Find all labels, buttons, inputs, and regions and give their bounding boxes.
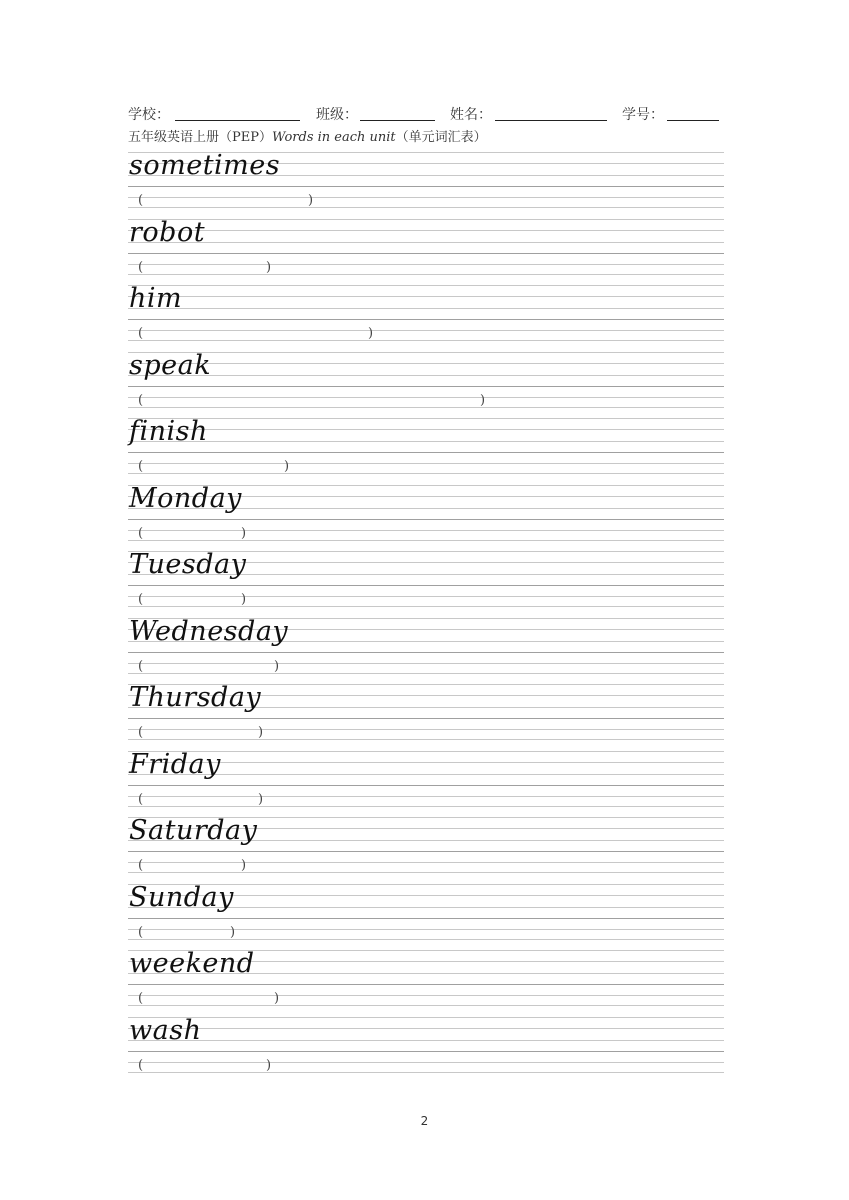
vocabulary-word: finish: [129, 416, 208, 447]
class-field[interactable]: [360, 120, 435, 121]
ruling-line: [128, 718, 724, 719]
ruling-line: [128, 264, 724, 265]
school-label: 学校：: [128, 107, 170, 123]
word-row: [128, 279, 724, 346]
ruling-line: [128, 274, 724, 275]
meaning-paren-close: ): [274, 991, 280, 1006]
ruling-line: [128, 918, 724, 919]
meaning-paren-close: ): [480, 392, 486, 408]
word-row: [128, 1011, 724, 1078]
ruling-line: [128, 739, 724, 740]
ruling-line: [128, 452, 724, 453]
meaning-paren-open: (: [138, 658, 144, 674]
vocabulary-word: speak: [129, 349, 212, 381]
meaning-paren-open: (: [138, 791, 144, 807]
ruling-line: [128, 285, 724, 286]
meaning-paren-close: ): [258, 791, 264, 807]
meaning-paren-close: ): [266, 1057, 272, 1073]
ruling-line: [128, 862, 724, 863]
ruling-line: [128, 397, 724, 398]
ruling-line: [128, 851, 724, 852]
ruling-line: [128, 441, 724, 442]
meaning-paren-open: (: [138, 259, 144, 275]
ruling-line: [128, 429, 724, 430]
meaning-paren-open: (: [138, 924, 144, 940]
ruling-line: [128, 186, 724, 187]
page-number: 2: [420, 1114, 429, 1128]
meaning-paren-open: (: [138, 392, 144, 408]
ruling-line: [128, 296, 724, 297]
ruling-line: [128, 530, 724, 531]
subtitle-cn-suffix: （单元词汇表）: [395, 130, 487, 145]
word-row: [128, 745, 724, 812]
student-info-header: [128, 102, 724, 124]
vocabulary-word: him: [129, 283, 183, 314]
meaning-paren-open: (: [138, 525, 144, 541]
vocabulary-word: wash: [129, 1014, 202, 1046]
ruling-line: [128, 1005, 724, 1006]
ruling-line: [128, 984, 724, 985]
vocabulary-word: Saturday: [129, 815, 258, 846]
ruling-line: [128, 806, 724, 807]
ruling-line: [128, 663, 724, 664]
student-number-field[interactable]: [667, 120, 719, 121]
meaning-paren-open: (: [138, 326, 144, 341]
meaning-paren-open: (: [138, 1057, 144, 1073]
word-row: [128, 678, 724, 745]
ruling-line: [128, 652, 724, 653]
vocabulary-word: robot: [129, 216, 206, 248]
ruling-line: [128, 375, 724, 376]
word-row: [128, 545, 724, 612]
ruling-line: [128, 929, 724, 930]
student-number-label: 学号：: [622, 107, 664, 123]
ruling-line: [128, 519, 724, 520]
ruling-line: [128, 352, 724, 353]
ruling-line: [128, 242, 724, 243]
ruling-line: [128, 540, 724, 541]
word-row: [128, 412, 724, 479]
class-label: 班级：: [316, 107, 358, 123]
ruling-line: [128, 585, 724, 586]
meaning-paren-close: ): [230, 924, 236, 940]
meaning-paren-open: (: [138, 592, 144, 607]
meaning-paren-close: ): [284, 459, 290, 474]
ruling-line: [128, 596, 724, 597]
vocabulary-word: Sunday: [129, 881, 234, 913]
vocabulary-word: Friday: [129, 748, 221, 780]
vocabulary-word: Wednesday: [129, 615, 289, 647]
school-field[interactable]: [175, 120, 300, 121]
ruling-line: [128, 418, 724, 419]
ruling-line: [128, 1040, 724, 1041]
ruling-line: [128, 253, 724, 254]
meaning-paren-close: ): [258, 725, 264, 740]
subtitle-en: Words in each unit: [271, 130, 396, 145]
ruling-line: [128, 363, 724, 364]
ruling-line: [128, 939, 724, 940]
name-label: 姓名：: [450, 107, 492, 123]
subtitle-cn-prefix: 五年级英语上册（PEP）: [128, 130, 272, 145]
ruling-line: [128, 872, 724, 873]
vocabulary-list: [128, 146, 724, 1077]
meaning-paren-close: ): [241, 858, 247, 873]
meaning-paren-open: (: [138, 193, 144, 208]
vocabulary-word: Thursday: [129, 682, 262, 713]
meaning-paren-close: ): [241, 592, 247, 607]
vocabulary-word: Tuesday: [129, 549, 247, 580]
ruling-line: [128, 1062, 724, 1063]
meaning-paren-close: ): [241, 525, 247, 541]
ruling-line: [128, 729, 724, 730]
vocabulary-word: Monday: [129, 482, 242, 514]
word-row: [128, 944, 724, 1011]
ruling-line: [128, 785, 724, 786]
ruling-line: [128, 1028, 724, 1029]
meaning-paren-close: ): [308, 193, 314, 208]
ruling-line: [128, 340, 724, 341]
word-row: [128, 878, 724, 945]
ruling-line: [128, 1072, 724, 1073]
word-row: [128, 479, 724, 546]
ruling-line: [128, 673, 724, 674]
ruling-line: [128, 207, 724, 208]
meaning-paren-close: ): [368, 326, 374, 341]
meaning-paren-open: (: [138, 725, 144, 740]
ruling-line: [128, 407, 724, 408]
word-row: [128, 213, 724, 280]
ruling-line: [128, 995, 724, 996]
vocabulary-word: weekend: [129, 948, 255, 979]
ruling-line: [128, 230, 724, 231]
ruling-line: [128, 606, 724, 607]
ruling-line: [128, 308, 724, 309]
ruling-line: [128, 796, 724, 797]
ruling-line: [128, 319, 724, 320]
worksheet-subtitle: [128, 126, 487, 145]
meaning-paren-open: (: [138, 991, 144, 1006]
word-row: [128, 612, 724, 679]
meaning-paren-open: (: [138, 459, 144, 474]
ruling-line: [128, 1051, 724, 1052]
meaning-paren-open: (: [138, 858, 144, 873]
ruling-line: [128, 1017, 724, 1018]
ruling-line: [128, 463, 724, 464]
name-field[interactable]: [495, 120, 607, 121]
ruling-line: [128, 330, 724, 331]
word-row: [128, 811, 724, 878]
ruling-line: [128, 197, 724, 198]
ruling-line: [128, 473, 724, 474]
word-row: [128, 146, 724, 213]
ruling-line: [128, 219, 724, 220]
meaning-paren-close: ): [274, 658, 280, 674]
ruling-line: [128, 386, 724, 387]
meaning-paren-close: ): [266, 259, 272, 275]
word-row: [128, 346, 724, 413]
vocabulary-word: sometimes: [129, 150, 281, 181]
